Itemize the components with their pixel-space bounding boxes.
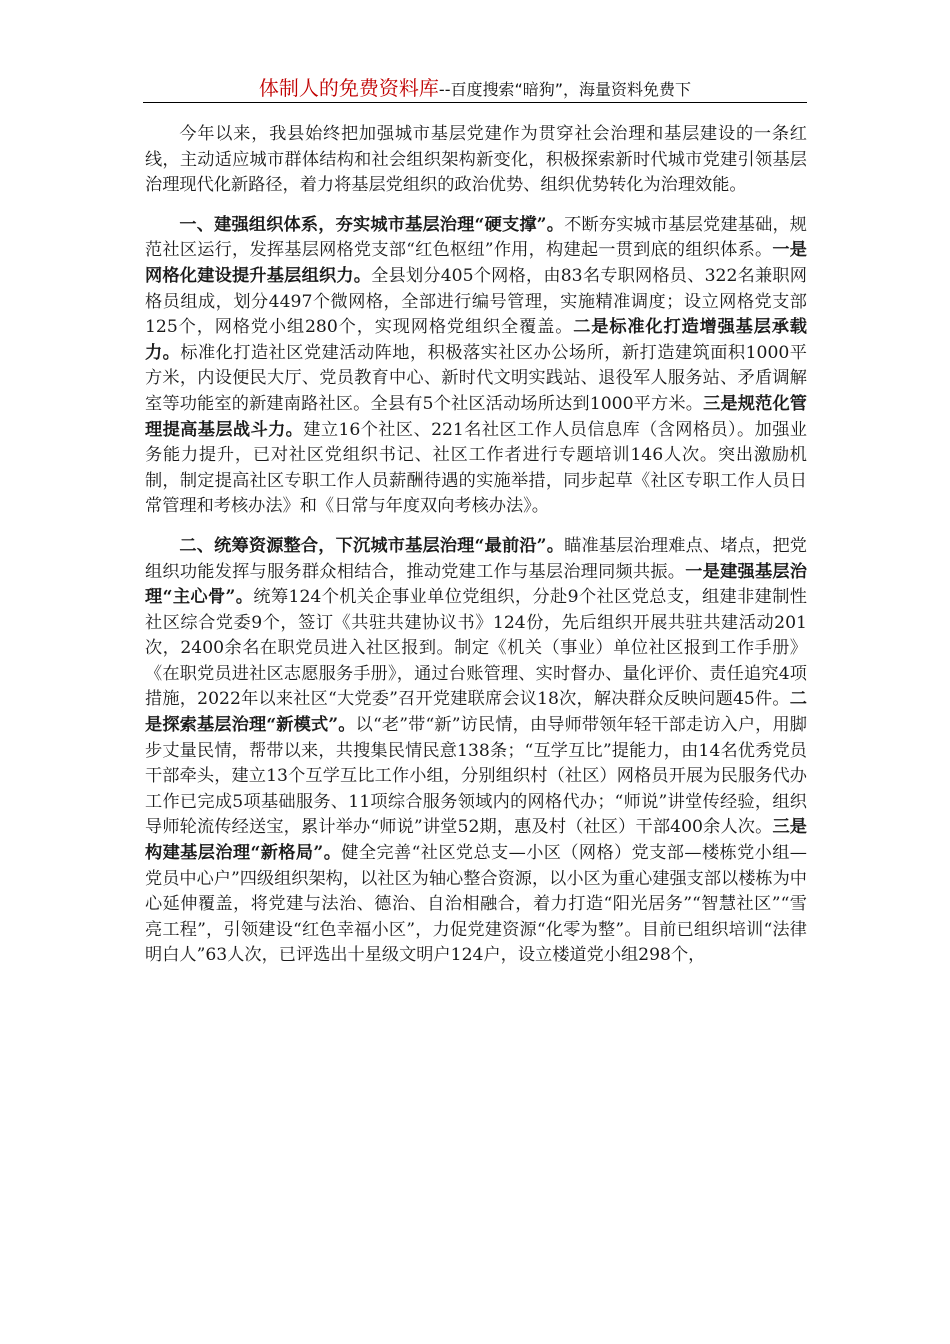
section-2-point-3-title: 三是构建基层治理“新格局”。 [145, 817, 807, 864]
section-1-paragraph [145, 213, 807, 520]
section-1-point-2-text: 标准化打造社区党建活动阵地，积极落实社区办公场所，新打造建筑面积1000平方米，内设便民大厅、党员教育中心、新时代文明实践站、退役军人服务站、矛盾调解室等功能室的新建南路社区。全县有5个社区活动场所达到1000平方米。 [145, 342, 807, 414]
section-1-point-1-title: 一是网格化建设提升基层组织力。 [145, 240, 807, 286]
section-2-paragraph [145, 534, 807, 969]
section-1-point-2-title: 二是标准化打造增强基层承载力。 [145, 317, 807, 363]
section-1-lead: 不断夯实城市基层党建基础，规范社区运行，发挥基层网格党支部“红色枢纽”作用，构建起一贯到底的组织体系。 [145, 214, 807, 261]
intro-paragraph: 今年以来，我县始终把加强城市基层党建作为贯穿社会治理和基层建设的一条红线，主动适应城市群体结构和社会组织架构新变化，积极探索新时代城市党建引领基层治理现代化新路径，着力将基层党组织的政治优势、组织优势转化为治理效能。 [145, 124, 807, 196]
section-1-point-3-text: 建立16个社区、221名社区工作人员信息库（含网格员）。加强业务能力提升，已对社区党组织书记、社区工作者进行专题培训146人次。突出激励机制，制定提高社区专职工作人员薪酬待遇的实施举措，同步起草《社区专职工作人员日常管理和考核办法》和《日常与年度双向考核办法》。 [145, 419, 807, 517]
header-brand: 体制人的免费资料库 [258, 76, 439, 100]
header-tagline: --百度搜索“暗狗”，海量资料免费下 [438, 80, 692, 99]
section-2-point-3-text: 健全完善“社区党总支—小区（网格）党支部—楼栋党小组—党员中心户”四级组织架构，以社区为轴心整合资源，以小区为重心建强支部以楼栋为中心延伸覆盖，将党建与法治、德治、自治相融合，着力打造“阳光居务”“智慧社区”“雪亮工程”，引领建设“红色幸福小区”，力促党建资源“化零为整”。目前已组织培训“法律明白人”63人次，已评选出十星级文明户124户，设立楼道党小组298个， [145, 843, 807, 966]
section-1-heading: 一、建强组织体系，夯实城市基层治理“硬支撑”。 [179, 214, 565, 235]
section-2-heading: 二、统筹资源整合，下沉城市基层治理“最前沿”。 [179, 535, 565, 556]
section-2-lead: 瞄准基层治理难点、堵点，把党组织功能发挥与服务群众相结合，推动党建工作与基层治理同频共振。 [145, 535, 807, 582]
section-1-point-1-text: 全县划分405个网格，由83名专职网格员、322名兼职网格员组成，划分4497个微网格，全部进行编号管理，实施精准调度；设立网格党支部125个，网格党小组280个，实现网格党组织全覆盖。 [145, 265, 807, 338]
section-2-point-1-title: 一是建强基层治理“主心骨”。 [145, 561, 807, 608]
section-1-point-3-title: 三是规范化管理提高基层战斗力。 [145, 393, 807, 440]
document-body [145, 122, 807, 983]
section-2-point-2-text: 以“老”带“新”访民情，由导师带领年轻干部走访入户，用脚步丈量民情，帮带以来，共搜集民情民意138条；“互学互比”提能力，由14名优秀党员干部牵头，建立13个互学互比工作小组，分别组织村（社区）网格员开展为民服务代办工作已完成5项基础服务、11项综合服务领域内的网格代办；“师说”讲堂传经验，组织导师轮流传经送宝，累计举办“师说”讲堂52期，惠及村（社区）干部400余人次。 [145, 715, 807, 838]
section-2-point-2-title: 二是探索基层治理“新模式”。 [145, 689, 807, 736]
page-header [143, 72, 807, 103]
section-2-point-1-text: 统筹124个机关企事业单位党组织，分赴9个社区党总支，组建非建制性社区综合党委9个，签订《共驻共建协议书》124份，先后组织开展共驻共建活动201次，2400余名在职党员进入社区报到。制定《机关（事业）单位社区报到工作手册》《在职党员进社区志愿服务手册》，通过台账管理、实时督办、量化评价、责任追究4项措施，2022年以来社区“大党委”召开党建联席会议18次，解决群众反映问题45件。 [145, 587, 807, 710]
